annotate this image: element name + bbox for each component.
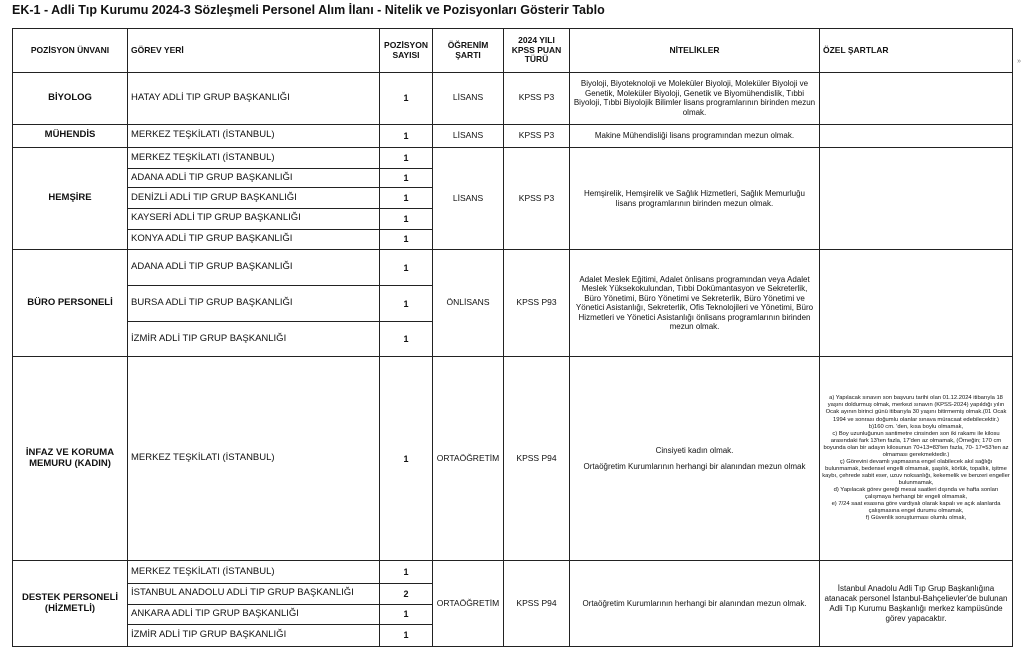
positions-table [12,28,1013,647]
special-conditions-cell [820,148,1013,250]
education-cell: LİSANS [433,124,504,148]
special-conditions-cell [820,250,1013,357]
col-header-education: ÖĞRENİM ŞARTI [433,29,504,73]
special-condition-text: c) Boy uzunluğunun santimetre cinsinden son iki rakamı ile kilosu arasındaki fark 13'ten fazla, 17'den az olmamak, (Örneğin; 170 cm boyunda olan bir adayın kilosunun 70+13=83'ten fazla, 70- 17=53'ten az olmaması gerekmektedir.) [823,430,1009,458]
location-cell: ANKARA ADLİ TIP GRUP BAŞKANLIĞI [128,604,380,625]
location-cell: BURSA ADLİ TIP GRUP BAŞKANLIĞI [128,286,380,322]
location-cell: İSTANBUL ANADOLU ADLİ TIP GRUP BAŞKANLIĞI [128,584,380,605]
qualification-text: Makine Mühendisliği lisans programından mezun olmak. [594,131,795,141]
col-header-count: POZİSYON SAYISI [380,29,433,73]
location-cell: MERKEZ TEŞKİLATI (İSTANBUL) [128,124,380,148]
special-conditions-cell [820,124,1013,148]
special-condition-text: f) Güvenlik soruşturması olumlu olmak, [865,515,967,522]
count-cell: 1 [380,168,433,188]
special-condition-text: b)160 cm. 'den, kısa boylu olmamak, [868,423,964,430]
location-cell: ADANA ADLİ TIP GRUP BAŞKANLIĞI [128,250,380,286]
kpss-cell: KPSS P94 [504,561,570,647]
col-header-qualifications: NİTELİKLER [570,29,820,73]
special-condition-text: d) Yapılacak görev gereği mesai saatleri dışında ve hafta sonları çalışmaya herhangi bir engeli olmamak, [833,487,999,501]
col-header-location: GÖREV YERİ [128,29,380,73]
education-cell: ORTAÖĞRETİM [433,357,504,561]
education-cell: LİSANS [433,148,504,250]
count-cell: 1 [380,286,433,322]
kpss-cell: KPSS P3 [504,124,570,148]
location-cell: DENİZLİ ADLİ TIP GRUP BAŞKANLIĞI [128,188,380,209]
count-cell: 1 [380,604,433,625]
location-cell: MERKEZ TEŞKİLATI (İSTANBUL) [128,561,380,584]
location-cell: ADANA ADLİ TIP GRUP BAŞKANLIĞI [128,168,380,188]
qualifications-cell [570,124,820,148]
location-cell: HATAY ADLİ TIP GRUP BAŞKANLIĞI [128,73,380,125]
table-row [13,250,1013,286]
location-cell: MERKEZ TEŞKİLATI (İSTANBUL) [128,357,380,561]
position-title: İNFAZ VE KORUMA MEMURU (KADIN) [13,357,128,561]
kpss-cell: KPSS P3 [504,148,570,250]
qualification-text: Ortaöğretim Kurumlarının herhangi bir alanından mezun olmak. [582,598,807,608]
table-body [13,73,1013,647]
table-row [13,357,1013,561]
document-title: EK-1 - Adli Tıp Kurumu 2024-3 Sözleşmeli Personel Alım İlanı - Nitelik ve Pozisyonları Gösterir Tablo [12,3,605,17]
qualifications-cell [570,561,820,647]
qualifications-cell [570,148,820,250]
qualification-text: Hemşirelik, Hemşirelik ve Sağlık Hizmetleri, Sağlık Memurluğu lisans programlarının birinden mezun olmak. [584,189,805,208]
location-cell: KONYA ADLİ TIP GRUP BAŞKANLIĞI [128,229,380,250]
special-condition-text: a) Yapılacak sınavın son başvuru tarihi olan 01.12.2024 itibarıyla 18 yaşını doldurmuş olmak, merkezi sınavın (KPSS-2024) yapıldığı yılın Ocak ayının birinci günü itibarıyla 30 yaşını bitirmemiş olmak.(01 Ocak 1994 ve sonrası doğumlu olanlar sınava müracaat edebilecektir.) [825,395,1007,423]
qualification-text: Cinsiyeti kadın olmak. [655,446,734,456]
table-row [13,561,1013,584]
table-row [13,124,1013,148]
location-cell: İZMİR ADLİ TIP GRUP BAŞKANLIĞI [128,625,380,647]
qualification-text: Ortaöğretim Kurumlarının herhangi bir alanından mezun olmak [583,461,806,471]
count-cell: 1 [380,148,433,169]
kpss-cell: KPSS P3 [504,73,570,125]
education-cell: ORTAÖĞRETİM [433,561,504,647]
qualifications-cell [570,73,820,125]
position-title: BÜRO PERSONELİ [13,250,128,357]
qualifications-cell [570,357,820,561]
qualifications-cell [570,250,820,357]
edge-marker: » [1017,58,1021,65]
education-cell: ÖNLİSANS [433,250,504,357]
count-cell: 1 [380,73,433,125]
special-conditions-cell [820,561,1013,647]
count-cell: 1 [380,188,433,209]
count-cell: 1 [380,124,433,148]
position-title: BİYOLOG [13,73,128,125]
special-condition-text: e) 7/24 saat esasına göre vardiyalı olarak kapalı ve açık alanlarda çalışmasına engel durumu olmamak, [831,501,1001,515]
special-conditions-cell [820,73,1013,125]
count-cell: 1 [380,561,433,584]
education-cell: LİSANS [433,73,504,125]
position-title: HEMŞİRE [13,148,128,250]
count-cell: 2 [380,584,433,605]
qualification-text: Biyoloji, Biyoteknoloji ve Moleküler Biyoloji, Moleküler Biyoloji ve Genetik, Moleküler Biyoloji, Genetik ve Biyomühendislik, Tıbbi Biyoloji, Tıbbi Biyolojik Bilimler lisans programlarının birinden mezun olmak. [573,79,816,117]
position-title: DESTEK PERSONELİ (HİZMETLİ) [13,561,128,647]
location-cell: MERKEZ TEŞKİLATI (İSTANBUL) [128,148,380,169]
qualification-text: Adalet Meslek Eğitimi, Adalet önlisans programından veya Adalet Meslek Yüksekokulundan, Tıbbi Dokümantasyon ve Sekreterlik, Büro Yönetimi, Büro Yönetimi ve Sekreterlik, Büro Yönetimi ve Yönetici Asistanlığı, Sekreterlik, Ofis Teknolojileri ve Yönetimi, Büro Hizmetleri ve Yönetici Asistanlığı önlisans programlarının birinden mezun olmak. [575,274,814,332]
count-cell: 1 [380,229,433,250]
col-header-position: POZİSYON ÜNVANI [13,29,128,73]
kpss-cell: KPSS P94 [504,357,570,561]
header-row [13,29,1013,73]
table-row [13,73,1013,125]
count-cell: 1 [380,322,433,357]
count-cell: 1 [380,250,433,286]
location-cell: KAYSERİ ADLİ TIP GRUP BAŞKANLIĞI [128,209,380,230]
special-condition-text: ç) Görevini devamlı yapmasına engel olabilecek akıl sağlığı bulunmamak, bedensel engelli olmamak, şaşılık, körlük, topallık, işitme kaybı, çehrede sabit eser, uzuv noksanlığı, kekemelik ve benzeri engeller bulunmamak, [822,458,1010,487]
col-header-kpss: 2024 YILI KPSS PUAN TÜRÜ [504,29,570,73]
kpss-cell: KPSS P93 [504,250,570,357]
position-title: MÜHENDİS [13,124,128,148]
col-header-special: ÖZEL ŞARTLAR [820,29,1013,73]
location-cell: İZMİR ADLİ TIP GRUP BAŞKANLIĞI [128,322,380,357]
count-cell: 1 [380,357,433,561]
table-row [13,148,1013,169]
count-cell: 1 [380,625,433,647]
count-cell: 1 [380,209,433,230]
special-conditions-cell [820,357,1013,561]
special-condition-text: İstanbul Anadolu Adli Tıp Grup Başkanlığına atanacak personel İstanbul-Bahçelievler'de bulunan Adli Tıp Kurumu Başkanlığı merkez kampüsünde görev yapacaktır. [824,583,1008,623]
